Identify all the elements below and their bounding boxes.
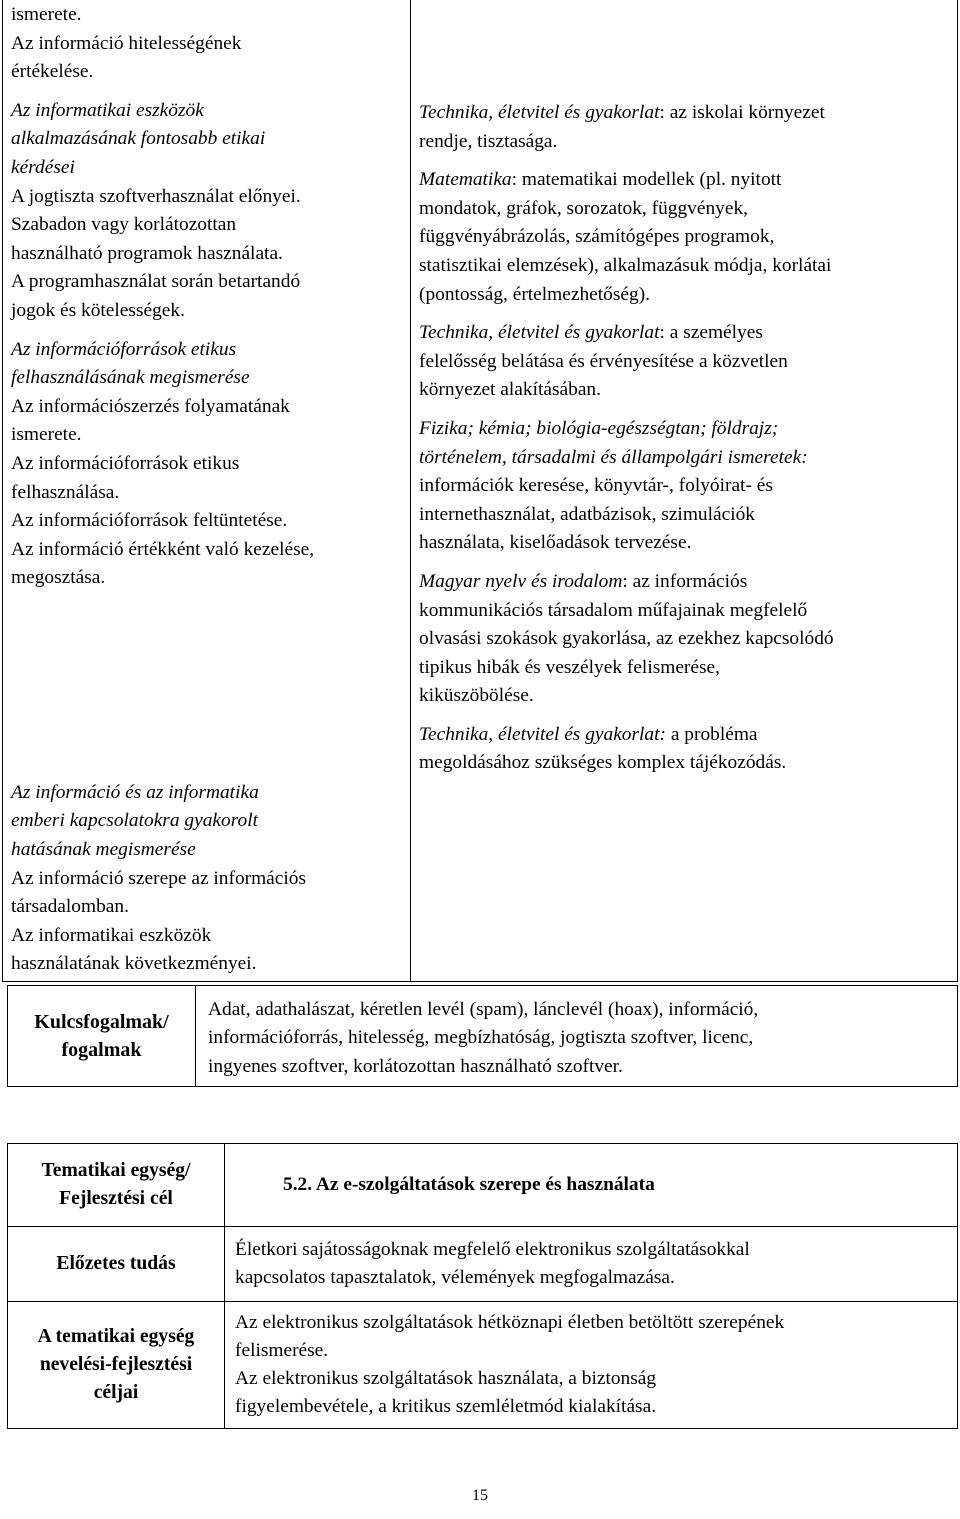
text-line: olvasási szokások gyakorlása, az ezekhez kapcsolódó — [419, 628, 834, 650]
section-heading — [11, 336, 404, 393]
key-concepts-row — [8, 986, 958, 1087]
key-concepts-table — [7, 985, 958, 1087]
text-line — [419, 166, 951, 195]
text-line: rendje, tisztasága. — [419, 130, 558, 152]
text-line: Az informatikai eszközök — [11, 924, 212, 946]
subject-name: Technika, életvitel és gyakorlat — [419, 322, 660, 344]
subject-name: Matematika — [419, 169, 512, 191]
connection-paragraph — [419, 568, 951, 711]
content-row — [3, 0, 958, 982]
text-line: információforrás, hitelesség, megbízhatóság, jogtiszta szoftver, licenc, — [208, 1027, 754, 1049]
text-line: környezet alakításában. — [419, 379, 601, 401]
text-line: Az információforrások feltüntetése. — [11, 510, 288, 532]
heading-line: felhasználásának megismerése — [11, 367, 250, 389]
text-line: felelősség belátása és érvényesítése a közvetlen — [419, 350, 788, 372]
heading-line: alkalmazásának fontosabb etikai — [11, 128, 266, 150]
connections-cell — [411, 0, 958, 982]
connection-paragraph — [419, 319, 951, 405]
text-line: Az elektronikus szolgáltatások használata, a biztonság — [235, 1368, 657, 1389]
text-line: Az információszerzés folyamatának — [11, 395, 290, 417]
section-body — [11, 393, 404, 593]
heading-line: Az informatikai eszközök — [11, 99, 204, 121]
goals-label — [8, 1302, 225, 1429]
text-line: információk keresése, könyvtár-, folyóirat- és — [419, 475, 773, 497]
text-line: internethasználat, adatbázisok, szimulációk — [419, 503, 755, 525]
heading-line: Az információ és az informatika — [11, 781, 259, 803]
connection-paragraph — [419, 415, 951, 558]
text-line: mondatok, gráfok, sorozatok, függvények, — [419, 197, 749, 219]
label-line: A tematikai egység — [37, 1326, 195, 1347]
subject-name: Magyar nyelv és irodalom — [419, 570, 623, 592]
text-line: ismerete. — [11, 424, 82, 446]
text-line: jogok és kötelességek. — [11, 299, 185, 321]
unit-title: 5.2. Az e-szolgáltatások szerepe és használata — [225, 1144, 958, 1227]
heading-line: Az információforrások etikus — [11, 338, 237, 360]
goals-row — [8, 1302, 958, 1429]
label-line: Tematikai egység/ — [41, 1160, 191, 1181]
text-span: : az iskolai környezet — [659, 102, 825, 123]
content-left-cell — [3, 0, 411, 982]
text-line — [419, 568, 951, 597]
unit-title-label — [8, 1144, 225, 1227]
text-line: Az elektronikus szolgáltatások hétköznapi életben betöltött szerepének — [235, 1312, 785, 1333]
text-span: : az információs — [622, 570, 748, 592]
goals-text — [225, 1302, 958, 1429]
text-line: Az információ hitelességének — [11, 32, 242, 54]
text-line: figyelembevétele, a kritikus szemléletmód kialakítása. — [235, 1396, 657, 1417]
text-line: Adat, adathalászat, kéretlen levél (spam), lánclevél (hoax), információ, — [208, 999, 759, 1020]
subject-line: történelem, társadalmi és állampolgári ismeretek: — [419, 446, 808, 468]
heading-line: emberi kapcsolatokra gyakorolt — [11, 810, 258, 832]
text-line: Az információ szerepe az információs — [11, 867, 307, 889]
section-body — [11, 865, 404, 979]
intro-lines — [11, 1, 404, 87]
text-line — [419, 99, 951, 128]
connection-paragraph — [419, 166, 951, 309]
text-line: kapcsolatos tapasztalatok, vélemények megfogalmazása. — [235, 1267, 675, 1288]
subject-name: Technika, életvitel és gyakorlat — [419, 102, 660, 123]
text-line: statisztikai elemzések), alkalmazásuk módja, korlátai — [419, 254, 832, 276]
text-line: Életkori sajátosságoknak megfelelő elektronikus szolgáltatásokkal — [235, 1239, 750, 1260]
text-line: felismerése. — [235, 1340, 329, 1361]
section-heading — [11, 97, 404, 183]
connection-paragraph — [419, 99, 951, 156]
subject-line: Fizika; kémia; biológia-egészségtan; földrajz; — [419, 417, 779, 439]
text-line: (pontosság, értelmezhetőség). — [419, 283, 650, 305]
text-line — [419, 319, 951, 348]
text-line: megoldásához szükséges komplex tájékozódás. — [419, 752, 787, 774]
text-line: kiküszöbölése. — [419, 685, 534, 707]
text-span: : matematikai modellek (pl. nyitott — [511, 169, 782, 191]
section-body — [11, 183, 404, 326]
text-line: használata, kiselőadások tervezése. — [419, 532, 692, 554]
text-line: Az információforrások etikus — [11, 452, 240, 474]
text-span: a probléma — [665, 723, 758, 745]
label-line: Kulcsfogalmak/ — [34, 1011, 169, 1033]
unit-table — [7, 1143, 958, 1429]
heading-line: kérdései — [11, 156, 75, 178]
text-line: Az információ értékként való kezelése, — [11, 538, 315, 560]
prior-knowledge-text — [225, 1227, 958, 1302]
text-line: használható programok használata. — [11, 242, 283, 264]
text-line: A programhasználat során betartandó — [11, 271, 301, 293]
label-line: Fejlesztési cél — [59, 1188, 173, 1209]
label-line: fogalmak — [61, 1039, 142, 1061]
subject-name: Technika, életvitel és gyakorlat: — [419, 723, 666, 745]
text-line: megosztása. — [11, 567, 106, 589]
prior-knowledge-label: Előzetes tudás — [8, 1227, 225, 1302]
text-line — [419, 721, 951, 750]
text-line: Szabadon vagy korlátozottan — [11, 214, 237, 236]
text-line: kommunikációs társadalom műfajainak megfelelő — [419, 599, 808, 621]
unit-title-row — [8, 1144, 958, 1227]
content-table — [2, 0, 958, 982]
key-concepts-label — [8, 986, 196, 1087]
text-line: függvényábrázolás, számítógépes programok, — [419, 226, 775, 248]
text-line: ingyenes szoftver, korlátozottan használható szoftver. — [208, 1055, 623, 1077]
text-line: társadalomban. — [11, 896, 129, 918]
key-concepts-text — [196, 986, 958, 1087]
page-number: 15 — [472, 1487, 488, 1504]
heading-line: hatásának megismerése — [11, 839, 196, 861]
label-line: céljai — [93, 1382, 139, 1403]
text-line: ismerete. — [11, 4, 82, 25]
text-line: A jogtiszta szoftverhasználat előnyei. — [11, 185, 301, 207]
text-span: : a személyes — [659, 322, 763, 344]
text-line: használatának következményei. — [11, 953, 257, 975]
prior-knowledge-row — [8, 1227, 958, 1302]
section-heading — [11, 779, 404, 865]
text-line: felhasználása. — [11, 481, 120, 503]
text-line: tipikus hibák és veszélyek felismerése, — [419, 656, 720, 678]
label-line: nevelési-fejlesztési — [39, 1354, 193, 1375]
text-line: értékelése. — [11, 61, 94, 83]
connection-paragraph — [419, 721, 951, 778]
